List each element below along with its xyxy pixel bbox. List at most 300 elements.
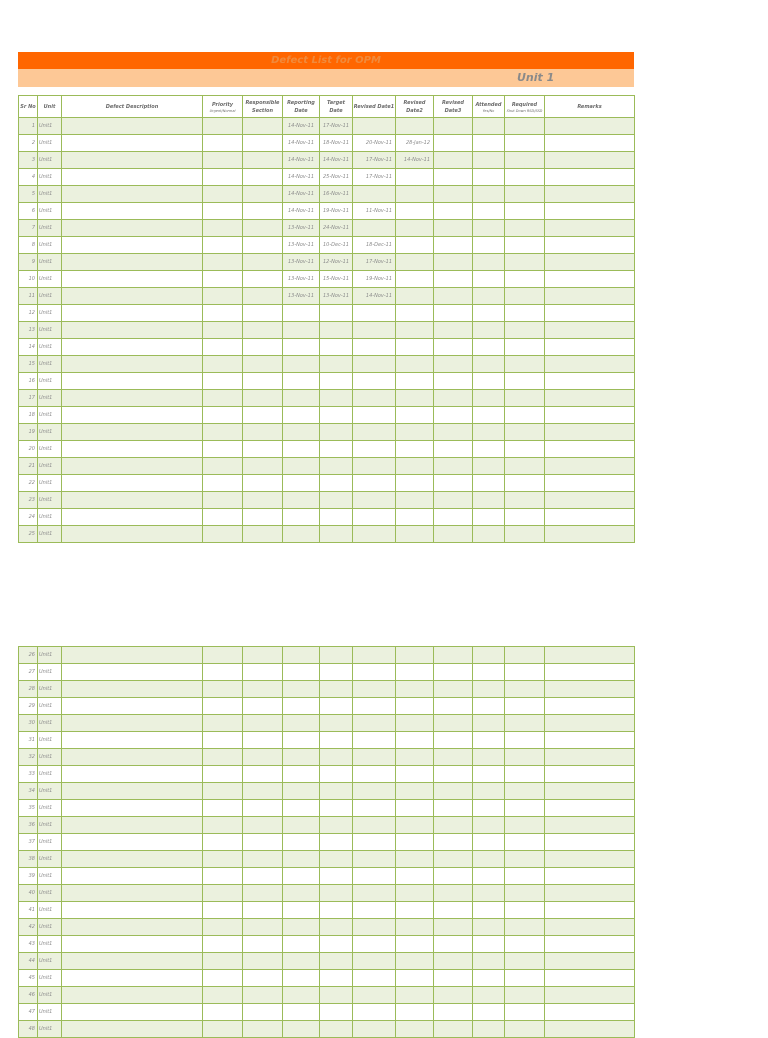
cell-defect-description[interactable] xyxy=(62,271,203,288)
cell-revised-date3[interactable] xyxy=(434,322,473,339)
cell-revised-date1[interactable] xyxy=(353,681,396,698)
cell-remarks[interactable] xyxy=(545,732,635,749)
cell-responsible-section[interactable] xyxy=(243,800,283,817)
cell-revised-date3[interactable] xyxy=(434,237,473,254)
cell-target-date[interactable] xyxy=(320,322,353,339)
cell-defect-description[interactable] xyxy=(62,356,203,373)
cell-defect-description[interactable] xyxy=(62,715,203,732)
cell-target-date[interactable] xyxy=(320,783,353,800)
cell-defect-description[interactable] xyxy=(62,254,203,271)
cell-remarks[interactable] xyxy=(545,254,635,271)
cell-defect-description[interactable] xyxy=(62,681,203,698)
cell-sr-no[interactable]: 6 xyxy=(19,203,38,220)
cell-revised-date1[interactable] xyxy=(353,526,396,543)
cell-revised-date1[interactable] xyxy=(353,458,396,475)
cell-revised-date3[interactable] xyxy=(434,373,473,390)
cell-required-shutdown[interactable] xyxy=(505,509,545,526)
cell-defect-description[interactable] xyxy=(62,698,203,715)
cell-revised-date2[interactable]: 28-Jan-12 xyxy=(396,135,434,152)
cell-remarks[interactable] xyxy=(545,664,635,681)
cell-attended[interactable] xyxy=(473,715,505,732)
cell-revised-date2[interactable] xyxy=(396,732,434,749)
cell-reporting-date[interactable] xyxy=(283,749,320,766)
cell-revised-date2[interactable] xyxy=(396,339,434,356)
cell-required-shutdown[interactable] xyxy=(505,254,545,271)
cell-reporting-date[interactable]: 13-Nov-11 xyxy=(283,288,320,305)
cell-remarks[interactable] xyxy=(545,203,635,220)
cell-remarks[interactable] xyxy=(545,118,635,135)
cell-sr-no[interactable]: 37 xyxy=(19,834,38,851)
cell-reporting-date[interactable] xyxy=(283,305,320,322)
cell-attended[interactable] xyxy=(473,271,505,288)
cell-remarks[interactable] xyxy=(545,902,635,919)
cell-priority[interactable] xyxy=(203,851,243,868)
cell-defect-description[interactable] xyxy=(62,288,203,305)
cell-sr-no[interactable]: 35 xyxy=(19,800,38,817)
cell-remarks[interactable] xyxy=(545,868,635,885)
cell-responsible-section[interactable] xyxy=(243,186,283,203)
cell-defect-description[interactable] xyxy=(62,492,203,509)
cell-revised-date3[interactable] xyxy=(434,509,473,526)
cell-target-date[interactable] xyxy=(320,817,353,834)
cell-priority[interactable] xyxy=(203,902,243,919)
cell-reporting-date[interactable] xyxy=(283,492,320,509)
cell-revised-date1[interactable]: 14-Nov-11 xyxy=(353,288,396,305)
cell-sr-no[interactable]: 2 xyxy=(19,135,38,152)
cell-remarks[interactable] xyxy=(545,152,635,169)
cell-target-date[interactable] xyxy=(320,919,353,936)
cell-sr-no[interactable]: 39 xyxy=(19,868,38,885)
cell-responsible-section[interactable] xyxy=(243,169,283,186)
cell-unit[interactable]: Unit1 xyxy=(38,834,62,851)
cell-reporting-date[interactable] xyxy=(283,322,320,339)
cell-required-shutdown[interactable] xyxy=(505,305,545,322)
cell-revised-date1[interactable] xyxy=(353,885,396,902)
cell-priority[interactable] xyxy=(203,953,243,970)
cell-remarks[interactable] xyxy=(545,475,635,492)
cell-attended[interactable] xyxy=(473,475,505,492)
cell-responsible-section[interactable] xyxy=(243,834,283,851)
cell-unit[interactable]: Unit1 xyxy=(38,987,62,1004)
cell-defect-description[interactable] xyxy=(62,800,203,817)
cell-reporting-date[interactable] xyxy=(283,458,320,475)
cell-sr-no[interactable]: 45 xyxy=(19,970,38,987)
cell-attended[interactable] xyxy=(473,766,505,783)
cell-attended[interactable] xyxy=(473,749,505,766)
cell-unit[interactable]: Unit1 xyxy=(38,509,62,526)
cell-defect-description[interactable] xyxy=(62,732,203,749)
cell-revised-date2[interactable] xyxy=(396,647,434,664)
cell-unit[interactable]: Unit1 xyxy=(38,885,62,902)
cell-target-date[interactable] xyxy=(320,953,353,970)
cell-unit[interactable]: Unit1 xyxy=(38,526,62,543)
cell-sr-no[interactable]: 46 xyxy=(19,987,38,1004)
cell-required-shutdown[interactable] xyxy=(505,407,545,424)
cell-attended[interactable] xyxy=(473,783,505,800)
cell-defect-description[interactable] xyxy=(62,970,203,987)
cell-sr-no[interactable]: 29 xyxy=(19,698,38,715)
cell-remarks[interactable] xyxy=(545,715,635,732)
cell-unit[interactable]: Unit1 xyxy=(38,936,62,953)
cell-target-date[interactable] xyxy=(320,492,353,509)
cell-unit[interactable]: Unit1 xyxy=(38,237,62,254)
cell-priority[interactable] xyxy=(203,885,243,902)
cell-priority[interactable] xyxy=(203,118,243,135)
cell-required-shutdown[interactable] xyxy=(505,390,545,407)
cell-revised-date1[interactable] xyxy=(353,356,396,373)
cell-remarks[interactable] xyxy=(545,766,635,783)
cell-responsible-section[interactable] xyxy=(243,475,283,492)
cell-revised-date1[interactable] xyxy=(353,970,396,987)
cell-unit[interactable]: Unit1 xyxy=(38,220,62,237)
cell-revised-date2[interactable] xyxy=(396,664,434,681)
cell-reporting-date[interactable] xyxy=(283,698,320,715)
cell-revised-date1[interactable] xyxy=(353,715,396,732)
cell-target-date[interactable] xyxy=(320,424,353,441)
cell-responsible-section[interactable] xyxy=(243,1021,283,1038)
cell-reporting-date[interactable] xyxy=(283,526,320,543)
cell-revised-date1[interactable] xyxy=(353,936,396,953)
cell-reporting-date[interactable] xyxy=(283,766,320,783)
cell-responsible-section[interactable] xyxy=(243,458,283,475)
cell-revised-date3[interactable] xyxy=(434,424,473,441)
cell-unit[interactable]: Unit1 xyxy=(38,749,62,766)
cell-required-shutdown[interactable] xyxy=(505,681,545,698)
cell-revised-date2[interactable] xyxy=(396,373,434,390)
cell-revised-date3[interactable] xyxy=(434,135,473,152)
cell-target-date[interactable] xyxy=(320,373,353,390)
cell-attended[interactable] xyxy=(473,288,505,305)
cell-required-shutdown[interactable] xyxy=(505,492,545,509)
cell-target-date[interactable] xyxy=(320,407,353,424)
cell-unit[interactable]: Unit1 xyxy=(38,407,62,424)
cell-priority[interactable] xyxy=(203,288,243,305)
cell-target-date[interactable] xyxy=(320,766,353,783)
cell-revised-date1[interactable]: 20-Nov-11 xyxy=(353,135,396,152)
cell-required-shutdown[interactable] xyxy=(505,732,545,749)
cell-sr-no[interactable]: 5 xyxy=(19,186,38,203)
cell-revised-date2[interactable] xyxy=(396,288,434,305)
cell-revised-date1[interactable] xyxy=(353,953,396,970)
cell-target-date[interactable]: 24-Nov-11 xyxy=(320,220,353,237)
cell-unit[interactable]: Unit1 xyxy=(38,647,62,664)
cell-remarks[interactable] xyxy=(545,800,635,817)
cell-sr-no[interactable]: 11 xyxy=(19,288,38,305)
cell-defect-description[interactable] xyxy=(62,322,203,339)
cell-target-date[interactable]: 18-Nov-11 xyxy=(320,135,353,152)
cell-required-shutdown[interactable] xyxy=(505,203,545,220)
cell-unit[interactable]: Unit1 xyxy=(38,441,62,458)
cell-target-date[interactable] xyxy=(320,749,353,766)
cell-reporting-date[interactable] xyxy=(283,373,320,390)
cell-reporting-date[interactable] xyxy=(283,868,320,885)
cell-revised-date2[interactable] xyxy=(396,526,434,543)
cell-reporting-date[interactable]: 13-Nov-11 xyxy=(283,237,320,254)
cell-target-date[interactable] xyxy=(320,681,353,698)
cell-unit[interactable]: Unit1 xyxy=(38,288,62,305)
cell-revised-date2[interactable] xyxy=(396,407,434,424)
cell-revised-date1[interactable] xyxy=(353,1004,396,1021)
cell-sr-no[interactable]: 32 xyxy=(19,749,38,766)
cell-defect-description[interactable] xyxy=(62,783,203,800)
cell-target-date[interactable] xyxy=(320,647,353,664)
cell-remarks[interactable] xyxy=(545,441,635,458)
cell-revised-date3[interactable] xyxy=(434,817,473,834)
cell-attended[interactable] xyxy=(473,868,505,885)
cell-attended[interactable] xyxy=(473,220,505,237)
cell-required-shutdown[interactable] xyxy=(505,953,545,970)
cell-sr-no[interactable]: 30 xyxy=(19,715,38,732)
cell-revised-date1[interactable] xyxy=(353,390,396,407)
cell-attended[interactable] xyxy=(473,492,505,509)
cell-responsible-section[interactable] xyxy=(243,492,283,509)
cell-revised-date3[interactable] xyxy=(434,868,473,885)
cell-revised-date2[interactable] xyxy=(396,492,434,509)
cell-responsible-section[interactable] xyxy=(243,390,283,407)
cell-revised-date2[interactable] xyxy=(396,936,434,953)
cell-revised-date1[interactable] xyxy=(353,868,396,885)
cell-revised-date2[interactable] xyxy=(396,885,434,902)
cell-reporting-date[interactable] xyxy=(283,390,320,407)
cell-defect-description[interactable] xyxy=(62,919,203,936)
cell-reporting-date[interactable] xyxy=(283,851,320,868)
cell-priority[interactable] xyxy=(203,492,243,509)
cell-target-date[interactable] xyxy=(320,305,353,322)
cell-reporting-date[interactable]: 14-Nov-11 xyxy=(283,135,320,152)
cell-revised-date3[interactable] xyxy=(434,271,473,288)
cell-revised-date1[interactable] xyxy=(353,783,396,800)
cell-sr-no[interactable]: 12 xyxy=(19,305,38,322)
cell-revised-date3[interactable] xyxy=(434,936,473,953)
cell-target-date[interactable] xyxy=(320,970,353,987)
cell-required-shutdown[interactable] xyxy=(505,424,545,441)
cell-responsible-section[interactable] xyxy=(243,851,283,868)
cell-sr-no[interactable]: 18 xyxy=(19,407,38,424)
cell-attended[interactable] xyxy=(473,356,505,373)
cell-revised-date1[interactable] xyxy=(353,800,396,817)
cell-attended[interactable] xyxy=(473,664,505,681)
cell-unit[interactable]: Unit1 xyxy=(38,868,62,885)
cell-revised-date3[interactable] xyxy=(434,783,473,800)
cell-defect-description[interactable] xyxy=(62,390,203,407)
cell-revised-date3[interactable] xyxy=(434,902,473,919)
cell-revised-date3[interactable] xyxy=(434,953,473,970)
cell-required-shutdown[interactable] xyxy=(505,1021,545,1038)
cell-revised-date2[interactable] xyxy=(396,271,434,288)
cell-revised-date3[interactable] xyxy=(434,407,473,424)
cell-priority[interactable] xyxy=(203,647,243,664)
cell-reporting-date[interactable] xyxy=(283,441,320,458)
cell-required-shutdown[interactable] xyxy=(505,851,545,868)
cell-unit[interactable]: Unit1 xyxy=(38,664,62,681)
cell-target-date[interactable]: 12-Nov-11 xyxy=(320,254,353,271)
cell-required-shutdown[interactable] xyxy=(505,936,545,953)
cell-defect-description[interactable] xyxy=(62,220,203,237)
cell-revised-date3[interactable] xyxy=(434,834,473,851)
cell-required-shutdown[interactable] xyxy=(505,749,545,766)
cell-required-shutdown[interactable] xyxy=(505,288,545,305)
cell-revised-date3[interactable] xyxy=(434,715,473,732)
cell-revised-date2[interactable] xyxy=(396,1004,434,1021)
cell-required-shutdown[interactable] xyxy=(505,475,545,492)
cell-revised-date3[interactable] xyxy=(434,698,473,715)
cell-revised-date2[interactable] xyxy=(396,169,434,186)
cell-revised-date3[interactable] xyxy=(434,305,473,322)
cell-revised-date2[interactable] xyxy=(396,953,434,970)
cell-priority[interactable] xyxy=(203,664,243,681)
cell-remarks[interactable] xyxy=(545,698,635,715)
cell-revised-date2[interactable] xyxy=(396,902,434,919)
cell-sr-no[interactable]: 3 xyxy=(19,152,38,169)
cell-reporting-date[interactable] xyxy=(283,919,320,936)
cell-attended[interactable] xyxy=(473,1004,505,1021)
cell-unit[interactable]: Unit1 xyxy=(38,953,62,970)
cell-sr-no[interactable]: 34 xyxy=(19,783,38,800)
cell-required-shutdown[interactable] xyxy=(505,526,545,543)
cell-attended[interactable] xyxy=(473,390,505,407)
cell-target-date[interactable] xyxy=(320,868,353,885)
cell-unit[interactable]: Unit1 xyxy=(38,305,62,322)
cell-revised-date1[interactable] xyxy=(353,475,396,492)
cell-target-date[interactable] xyxy=(320,732,353,749)
cell-target-date[interactable]: 10-Dec-11 xyxy=(320,237,353,254)
cell-unit[interactable]: Unit1 xyxy=(38,783,62,800)
cell-responsible-section[interactable] xyxy=(243,902,283,919)
cell-responsible-section[interactable] xyxy=(243,783,283,800)
cell-required-shutdown[interactable] xyxy=(505,834,545,851)
cell-remarks[interactable] xyxy=(545,339,635,356)
cell-revised-date3[interactable] xyxy=(434,203,473,220)
cell-sr-no[interactable]: 48 xyxy=(19,1021,38,1038)
cell-responsible-section[interactable] xyxy=(243,135,283,152)
cell-priority[interactable] xyxy=(203,783,243,800)
cell-attended[interactable] xyxy=(473,305,505,322)
cell-unit[interactable]: Unit1 xyxy=(38,800,62,817)
cell-reporting-date[interactable] xyxy=(283,732,320,749)
cell-revised-date2[interactable] xyxy=(396,186,434,203)
cell-reporting-date[interactable] xyxy=(283,834,320,851)
cell-revised-date1[interactable] xyxy=(353,339,396,356)
cell-unit[interactable]: Unit1 xyxy=(38,254,62,271)
cell-responsible-section[interactable] xyxy=(243,220,283,237)
cell-unit[interactable]: Unit1 xyxy=(38,919,62,936)
cell-revised-date3[interactable] xyxy=(434,169,473,186)
cell-attended[interactable] xyxy=(473,936,505,953)
cell-required-shutdown[interactable] xyxy=(505,237,545,254)
cell-attended[interactable] xyxy=(473,203,505,220)
cell-unit[interactable]: Unit1 xyxy=(38,492,62,509)
cell-reporting-date[interactable] xyxy=(283,800,320,817)
cell-priority[interactable] xyxy=(203,152,243,169)
cell-remarks[interactable] xyxy=(545,373,635,390)
cell-reporting-date[interactable] xyxy=(283,885,320,902)
cell-defect-description[interactable] xyxy=(62,475,203,492)
cell-priority[interactable] xyxy=(203,1004,243,1021)
cell-remarks[interactable] xyxy=(545,970,635,987)
cell-reporting-date[interactable]: 14-Nov-11 xyxy=(283,203,320,220)
cell-unit[interactable]: Unit1 xyxy=(38,902,62,919)
cell-required-shutdown[interactable] xyxy=(505,766,545,783)
cell-reporting-date[interactable] xyxy=(283,647,320,664)
cell-attended[interactable] xyxy=(473,919,505,936)
cell-sr-no[interactable]: 28 xyxy=(19,681,38,698)
cell-defect-description[interactable] xyxy=(62,339,203,356)
cell-responsible-section[interactable] xyxy=(243,698,283,715)
cell-required-shutdown[interactable] xyxy=(505,220,545,237)
cell-sr-no[interactable]: 22 xyxy=(19,475,38,492)
cell-revised-date2[interactable] xyxy=(396,322,434,339)
cell-attended[interactable] xyxy=(473,987,505,1004)
cell-defect-description[interactable] xyxy=(62,647,203,664)
cell-attended[interactable] xyxy=(473,851,505,868)
cell-priority[interactable] xyxy=(203,936,243,953)
cell-attended[interactable] xyxy=(473,509,505,526)
cell-required-shutdown[interactable] xyxy=(505,1004,545,1021)
cell-remarks[interactable] xyxy=(545,647,635,664)
cell-target-date[interactable]: 15-Nov-11 xyxy=(320,271,353,288)
cell-revised-date2[interactable] xyxy=(396,390,434,407)
cell-remarks[interactable] xyxy=(545,288,635,305)
cell-revised-date1[interactable] xyxy=(353,509,396,526)
cell-revised-date1[interactable] xyxy=(353,373,396,390)
cell-revised-date1[interactable] xyxy=(353,322,396,339)
cell-priority[interactable] xyxy=(203,715,243,732)
cell-unit[interactable]: Unit1 xyxy=(38,1004,62,1021)
cell-revised-date1[interactable] xyxy=(353,492,396,509)
cell-responsible-section[interactable] xyxy=(243,987,283,1004)
cell-revised-date1[interactable] xyxy=(353,647,396,664)
cell-sr-no[interactable]: 4 xyxy=(19,169,38,186)
cell-sr-no[interactable]: 40 xyxy=(19,885,38,902)
cell-sr-no[interactable]: 14 xyxy=(19,339,38,356)
cell-revised-date2[interactable] xyxy=(396,970,434,987)
cell-remarks[interactable] xyxy=(545,135,635,152)
cell-remarks[interactable] xyxy=(545,526,635,543)
cell-attended[interactable] xyxy=(473,526,505,543)
cell-defect-description[interactable] xyxy=(62,441,203,458)
cell-remarks[interactable] xyxy=(545,356,635,373)
cell-remarks[interactable] xyxy=(545,237,635,254)
cell-defect-description[interactable] xyxy=(62,834,203,851)
cell-revised-date2[interactable] xyxy=(396,424,434,441)
cell-remarks[interactable] xyxy=(545,169,635,186)
cell-revised-date3[interactable] xyxy=(434,681,473,698)
cell-revised-date3[interactable] xyxy=(434,1021,473,1038)
cell-unit[interactable]: Unit1 xyxy=(38,322,62,339)
cell-required-shutdown[interactable] xyxy=(505,118,545,135)
cell-required-shutdown[interactable] xyxy=(505,885,545,902)
cell-defect-description[interactable] xyxy=(62,203,203,220)
cell-priority[interactable] xyxy=(203,169,243,186)
cell-priority[interactable] xyxy=(203,526,243,543)
cell-reporting-date[interactable] xyxy=(283,936,320,953)
cell-reporting-date[interactable] xyxy=(283,356,320,373)
cell-defect-description[interactable] xyxy=(62,1004,203,1021)
cell-revised-date1[interactable] xyxy=(353,919,396,936)
cell-sr-no[interactable]: 47 xyxy=(19,1004,38,1021)
cell-attended[interactable] xyxy=(473,458,505,475)
cell-defect-description[interactable] xyxy=(62,868,203,885)
cell-revised-date1[interactable] xyxy=(353,851,396,868)
cell-remarks[interactable] xyxy=(545,220,635,237)
cell-sr-no[interactable]: 23 xyxy=(19,492,38,509)
cell-remarks[interactable] xyxy=(545,749,635,766)
cell-required-shutdown[interactable] xyxy=(505,169,545,186)
cell-target-date[interactable]: 17-Nov-11 xyxy=(320,118,353,135)
cell-attended[interactable] xyxy=(473,339,505,356)
cell-attended[interactable] xyxy=(473,834,505,851)
cell-target-date[interactable] xyxy=(320,1021,353,1038)
